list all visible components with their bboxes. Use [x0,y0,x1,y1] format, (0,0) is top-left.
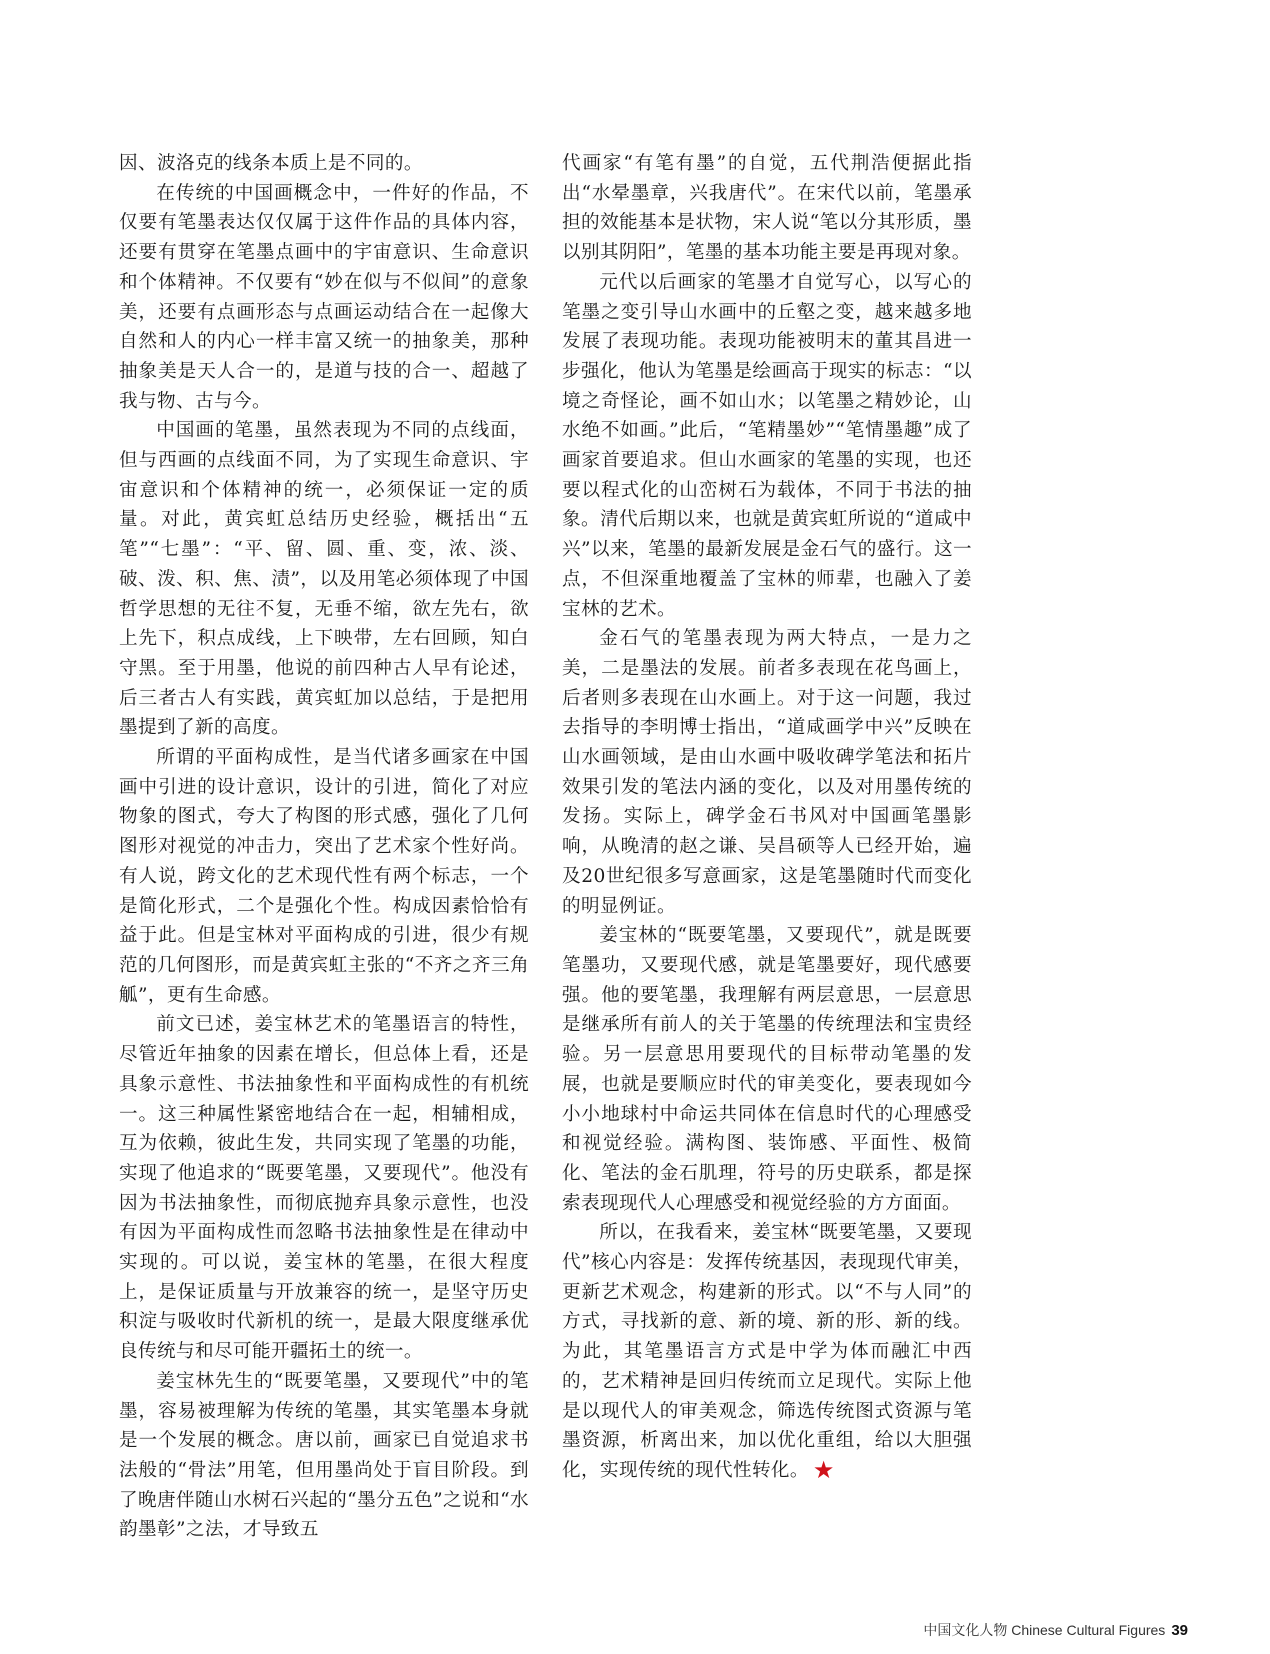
paragraph: 姜宝林的“既要笔墨，又要现代”，就是既要笔墨功，又要现代感，就是笔墨要好，现代感要强。他的要笔墨，我理解有两层意思，一层意思是继承所有前人的关于笔墨的传统理法和宝贵经验。另一层意思用要现代的目标带动笔墨的发展，也就是要顺应时代的审美变化，要表现如今小小地球村中命运共同体在信息时代的心理感受和视觉经验。满构图、装饰感、平面性、极简化、笔法的金石肌理，符号的历史联系，都是探索表现现代人心理感受和视觉经验的方方面面。 [562,925,972,1214]
paragraph: 姜宝林先生的“既要笔墨，又要现代”中的笔墨，容易被理解为传统的笔墨，其实笔墨本身就是一个发展的概念。唐以前，画家已自觉追求书法般的“骨法”用笔，但用墨尚处于盲目阶段。到了晚唐伴随山水树石兴起的“墨分五色”之说和“水韵墨彰”之法，才导致五 [119,1370,529,1541]
magazine-name: 中国文化人物 Chinese Cultural Figures [923,1622,1166,1638]
paragraph: 金石气的笔墨表现为两大特点，一是力之美，二是墨法的发展。前者多表现在花鸟画上，后者则多表现在山水画上。对于这一问题，我过去指导的李明博士指出，“道咸画学中兴”反映在山水画领域，是由山水画中吸收碑学笔法和拓片效果引发的笔法内涵的变化，以及对用墨传统的发扬。实际上，碑学金石书风对中国画笔墨影响，从晚清的赵之谦、吴昌硕等人已经开始，遍及20世纪很多写意画家，这是笔墨随时代而变化的明显例证。 [562,628,972,917]
paragraph: 中国画的笔墨，虽然表现为不同的点线面，但与西画的点线面不同，为了实现生命意识、宇宙意识和个体精神的统一，必须保证一定的质量。对此，黄宾虹总结历史经验，概括出“五笔”“七墨”：“平、留、圆、重、变，浓、淡、破、泼、积、焦、渍”，以及用笔必须体现了中国哲学思想的无往不复，无垂不缩，欲左先右，欲上先下，积点成线，上下映带，左右回顾，知白守黑。至于用墨，他说的前四种古人早有论述，后三者古人有实践，黄宾虹加以总结，于是把用墨提到了新的高度。 [119,420,529,739]
page-number: 39 [1171,1622,1188,1639]
paragraph-last [562,1218,972,1485]
paragraph: 所谓的平面构成性，是当代诸多画家在中国画中引进的设计意识，设计的引进，简化了对应物象的图式，夸大了构图的形式感，强化了几何图形对视觉的冲击力，突出了艺术家个性好尚。有人说，跨文化的艺术现代性有两个标志，一个是简化形式，二个是强化个性。构成因素恰恰有益于此。但是宝林对平面构成的引进，很少有规范的几何图形，而是黄宾虹主张的“不齐之齐三角觚”，更有生命感。 [119,747,529,1006]
end-star-icon: ★ [812,1455,835,1484]
paragraph: 前文已述，姜宝林艺术的笔墨语言的特性，尽管近年抽象的因素在增长，但总体上看，还是具象示意性、书法抽象性和平面构成性的有机统一。这三种属性紧密地结合在一起，相辅相成，互为依赖，彼此生发，共同实现了笔墨的功能，实现了他追求的“既要笔墨，又要现代”。他没有因为书法抽象性，而彻底抛弃具象示意性，也没有因为平面构成性而忽略书法抽象性是在律动中实现的。可以说，姜宝林的笔墨，在很大程度上，是保证质量与开放兼容的统一，是坚守历史积淀与吸收时代新机的统一，是最大限度继承优良传统与和尽可能开疆拓土的统一。 [119,1014,529,1363]
right-column [562,149,972,1486]
paragraph: 代画家“有笔有墨”的自觉，五代荆浩便据此指出“水晕墨章，兴我唐代”。在宋代以前，笔墨承担的效能基本是状物，宋人说“笔以分其形质，墨以别其阴阳”，笔墨的基本功能主要是再现对象。 [562,153,972,264]
paragraph: 元代以后画家的笔墨才自觉写心，以写心的笔墨之变引导山水画中的丘壑之变，越来越多地发展了表现功能。表现功能被明末的董其昌进一步强化，他认为笔墨是绘画高于现实的标志：“以境之奇怪论，画不如山水；以笔墨之精妙论，山水绝不如画。”此后，“笔精墨妙”“笔情墨趣”成了画家首要追求。但山水画家的笔墨的实现，也还要以程式化的山峦树石为载体，不同于书法的抽象。清代后期以来，也就是黄宾虹所说的“道咸中兴”以来，笔墨的最新发展是金石气的盛行。这一点，不但深重地覆盖了宝林的师辈，也融入了姜宝林的艺术。 [562,271,972,620]
paragraph: 在传统的中国画概念中，一件好的作品，不仅要有笔墨表达仅仅属于这件作品的具体内容，还要有贯穿在笔墨点画中的宇宙意识、生命意识和个体精神。不仅要有“妙在似与不似间”的意象美，还要有点画形态与点画运动结合在一起像大自然和人的内心一样丰富又统一的抽象美，那种抽象美是天人合一的，是道与技的合一、超越了我与物、古与今。 [119,182,529,412]
page-footer [923,1620,1188,1640]
paragraph: 因、波洛克的线条本质上是不同的。 [119,153,423,174]
paragraph-last-text: 所以，在我看来，姜宝林“既要笔墨，又要现代”核心内容是：发挥传统基因，表现现代审美，更新艺术观念，构建新的形式。以“不与人同”的方式，寻找新的意、新的境、新的形、新的线。为此，其笔墨语言方式是中学为体而融汇中西的，艺术精神是回归传统而立足现代。实际上他是以现代人的审美观念，筛选传统图式资源与笔墨资源，析离出来，加以优化重组，给以大胆强化，实现传统的现代性转化。 [562,1222,972,1481]
left-column [119,149,529,1545]
